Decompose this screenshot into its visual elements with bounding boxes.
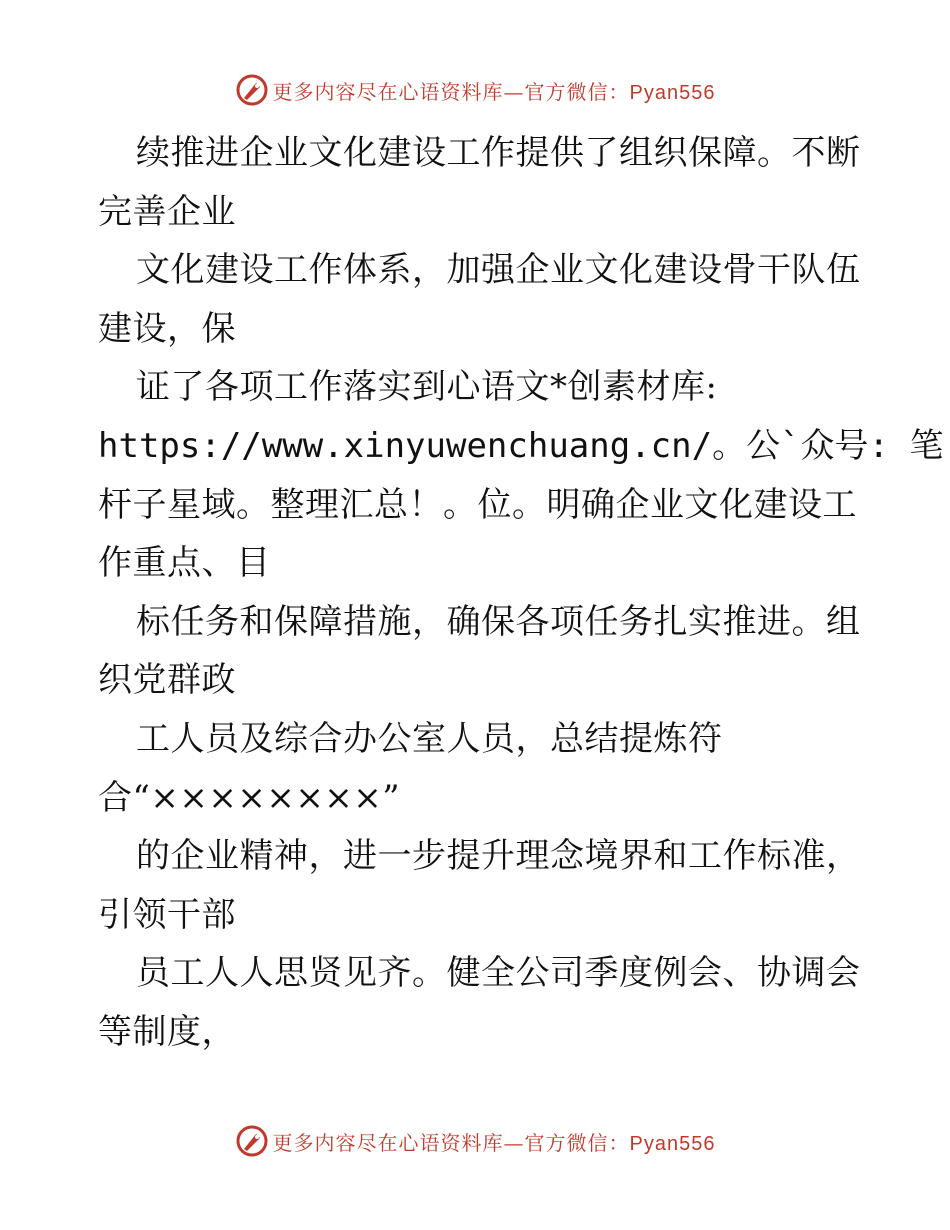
text-line-6-url: https://www.xinyuwenchuang.cn/。公`众号: 笔 [98, 425, 944, 466]
text-line-15: 员工人人思贤见齐。健全公司季度例会、协调会 [136, 953, 861, 994]
header-watermark [0, 70, 950, 110]
text-line-12: 合“××××××××” [98, 777, 401, 818]
watermark-separator: — [503, 79, 525, 104]
text-line-14: 引领干部 [98, 894, 236, 935]
watermark-label: 官方微信： [524, 79, 630, 104]
text-line-7: 杆子星域。整理汇总！。位。明确企业文化建设工 [98, 484, 857, 525]
watermark-handle: Pyan556 [629, 81, 716, 104]
text-line-16: 等制度， [98, 1011, 236, 1052]
pen-nib-circle-icon [235, 73, 269, 107]
watermark-handle: Pyan556 [629, 1132, 716, 1155]
footer-watermark [0, 1121, 950, 1161]
pen-nib-circle-icon [235, 1124, 269, 1158]
text-line-2: 完善企业 [98, 191, 236, 232]
text-line-13: 的企业精神，进一步提升理念境界和工作标准， [136, 836, 861, 877]
text-line-8: 作重点、目 [98, 543, 271, 584]
document-body [98, 124, 944, 1062]
text-line-1: 续推进企业文化建设工作提供了组织保障。不断 [136, 133, 861, 173]
watermark-label: 官方微信： [524, 1130, 630, 1155]
text-line-9: 标任务和保障措施，确保各项任务扎实推进。组 [136, 601, 861, 642]
text-line-11: 工人员及综合办公室人员，总结提炼符 [136, 718, 723, 759]
watermark-text: 更多内容尽在心语资料库 [272, 79, 504, 104]
text-line-4: 建设，保 [98, 308, 236, 349]
text-line-10: 织党群政 [98, 660, 236, 701]
watermark-separator: — [503, 1130, 525, 1155]
text-line-3: 文化建设工作体系，加强企业文化建设骨干队伍 [136, 250, 861, 291]
text-line-5: 证了各项工作落实到心语文*创素材库: [136, 367, 718, 408]
watermark-text: 更多内容尽在心语资料库 [272, 1130, 504, 1155]
